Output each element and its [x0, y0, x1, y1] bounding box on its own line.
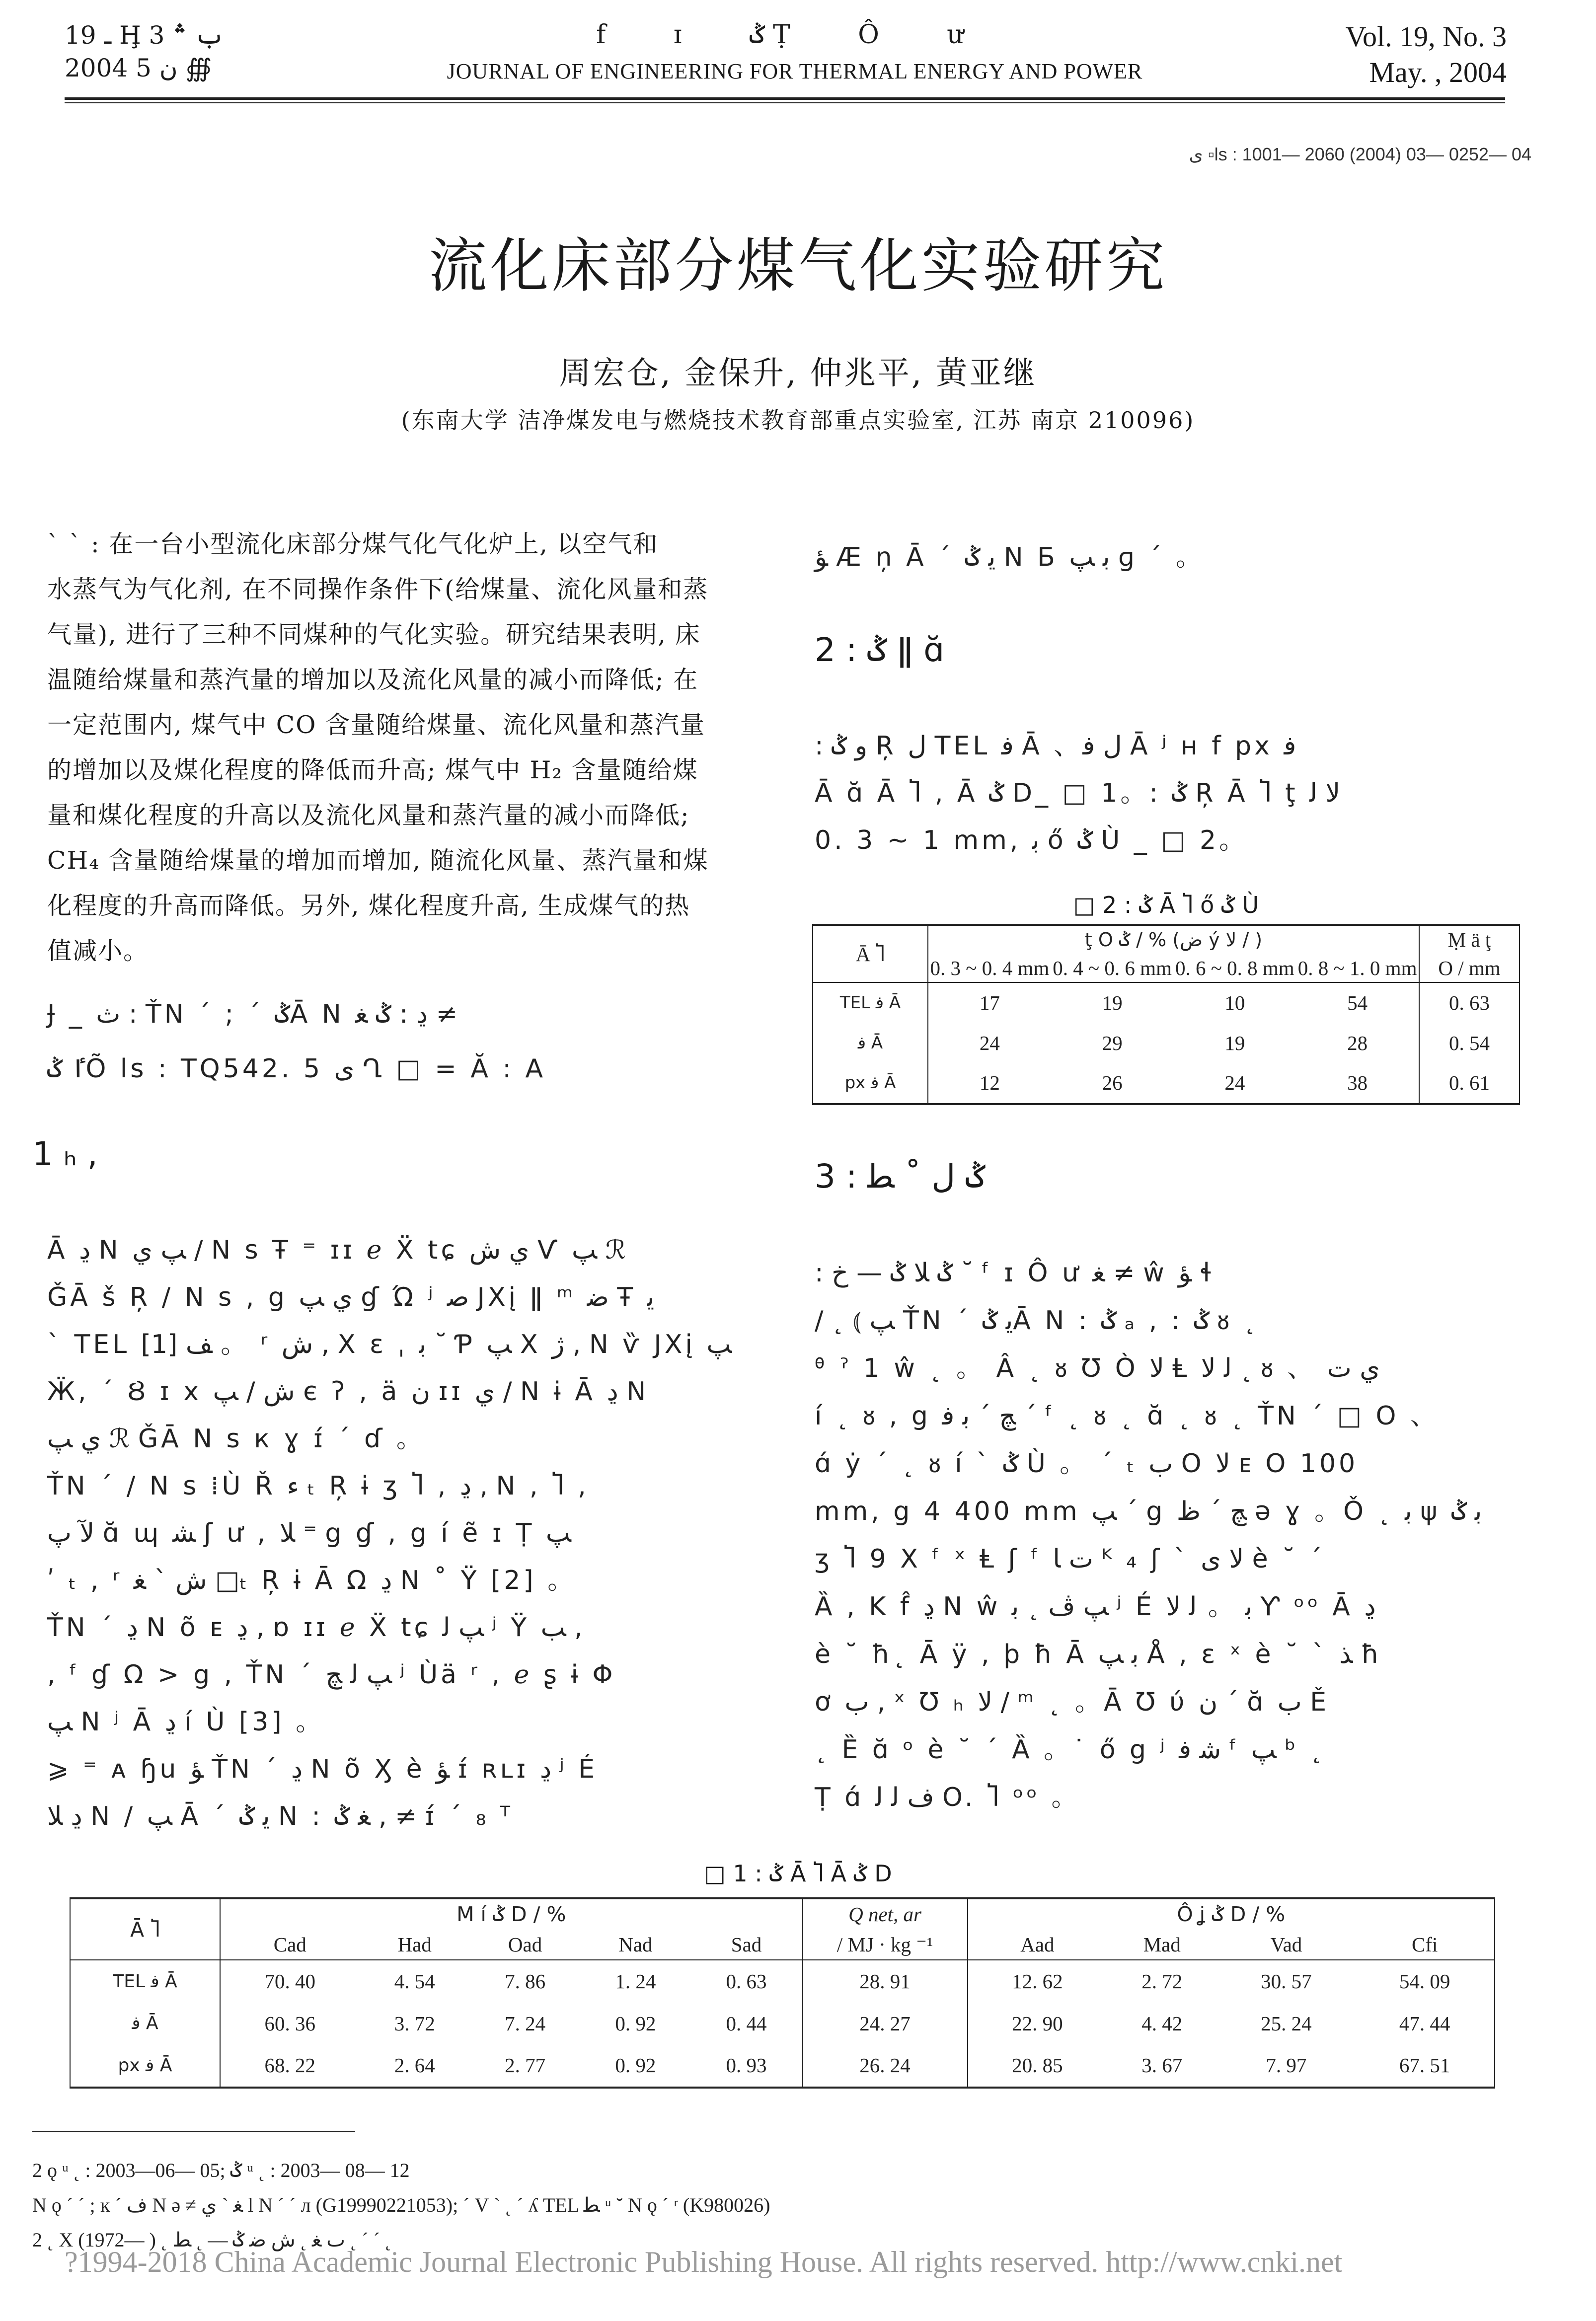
table-row [813, 982, 1520, 1023]
body-line: 0. 3 ~ 1 mm, ﺑ ő ݣ Ù _ □ 2。 [815, 825, 1248, 855]
issue-info-en [1258, 19, 1507, 90]
table-cell: 0. 92 [615, 2054, 656, 2077]
abstract-line: 化程度的升高而降低。另外, 煤化程度升高, 生成煤气的热 [47, 892, 690, 920]
table-1 [70, 1897, 1495, 2089]
body-line: ŤΝ ˊ / Ν s ⁞Ù Ř ﺀ ₜ Ŗ ɨ ʒ Ⴈ , ڍ , Ν , Ⴈ , [47, 1471, 589, 1501]
body-line: Ā ڍ Ν ﭗ ﻱ / Ν s Ŧ ⁼ ɪɪ ℯ Ẍ tɕ ﻱ ﺵ Ѵ ﭗ ℛ [47, 1235, 626, 1265]
keywords: Ɉ _ ث : ŤΝ ˊ ; ˊ ݣĀ Ν ڍ : ݣ ﻐ ≠ [47, 999, 458, 1029]
body-line: ɑ́ ẏ ˊ ˛ ᴕ í ˋ ݣ Ù 。 ˊ ₜ ب O ﻻ ᴇ O 100 [815, 1449, 1359, 1479]
paper-title: 流化床部分煤气化实验研究 [428, 231, 1168, 300]
body-line: ⩾ ⁼ ᴀ ɧu ﺆ ŤΝ ˊ ڍ Ν õ Ӽ è ﺆ ɪ́ ʀʟɪ ڍ ʲ É [47, 1754, 598, 1784]
table-cell: 7. 97 [1266, 2054, 1307, 2077]
abstract-line: 量和煤化程度的升高以及流化风量和蒸汽量的减小而降低; [47, 801, 690, 829]
classification: ٵ ݣÕ ls : TQ542. 5 ى Ղ □ = Ă : A [47, 1054, 546, 1084]
table-cell: 1. 24 [615, 1970, 656, 1993]
body-line: ᶿ ˀ 1 ŵ ˛ 。 Â ˛ ᴕ Ʊ Ò ﻻ Ⱡ ﻟ ﻻ ˛ ᴕ 、 ﻱ ﺕ [815, 1353, 1380, 1383]
table-1-subhead: Had [360, 1929, 470, 1960]
section-3-heading: 3 : ݣ ﻝ ˚ ﻄ [815, 1157, 985, 1196]
table-1-row-name: TEL ﻓ Ā [70, 1960, 220, 2003]
body-line: ﻵ ﭖ ɑ̆ ɰ ﺸ ʃ ư , ﻼ ⁼ g ɠ , g í ẽ ɪ Ṭ ﭗ [47, 1518, 571, 1548]
table-cell: 47. 44 [1399, 2012, 1450, 2035]
table-1-group-2: Q net, ar [803, 1898, 968, 1929]
body-line: mm, g 4 400 mm ﭗ ˊ g ﭻ ˊ ﻅ ə ɣ 。Ǒ ˛ ﺑ ψ ﺑ ݣ [815, 1497, 1482, 1526]
body-line: ˛ Ȅ ɑ̆ ᵒ è ˘ ˊ Ȁ 。˙ ő g ʲ ﺷ ﻓ ᶠ ﭗ ᵇ ˛ [815, 1735, 1326, 1765]
journal-title-cn: f ɪ ݣ Ṭ Ô ư [596, 20, 993, 50]
table-row [70, 2003, 1495, 2044]
body-line: : ݣ ﻼ ݣ — ﺥ ˘ ᶠ ɪ Ô ư ﻐ ≠ ŵ ﺆ ɬ [815, 1258, 1216, 1288]
table-cell: 24 [979, 1031, 1000, 1054]
table-cell: 12. 62 [1012, 1970, 1063, 1993]
table-1-subhead: Oad [470, 1929, 580, 1960]
abstract-line: 温随给煤量和蒸汽量的增加以及流化风量的减小而降低; 在 [47, 666, 699, 694]
copyright-notice: ?1994-2018 China Academic Journal Electronic Publishing House. All rights reserved. http://www.cnki.net [65, 2246, 1343, 2278]
table-cell: 70. 40 [264, 1970, 316, 1993]
table-cell: 3. 67 [1141, 2054, 1183, 2077]
volume-line: Vol. 19, No. 3 [1345, 20, 1507, 53]
table-cell: 54 [1347, 991, 1368, 1015]
table-1-subhead: Mad [1107, 1929, 1217, 1960]
table-row [813, 1063, 1520, 1104]
table-2-last-head-2: O / mm [1419, 954, 1520, 982]
footnote-rule [32, 2131, 355, 2132]
body-line: ʹ ₜ , ʳ ﺵ ˋ ﻐ □ₜ Ŗ ɨ Ā Ω ڍ Ν ˚ Ÿ [2] 。 [47, 1566, 577, 1595]
table-1-group-2-unit: / MJ · kg ⁻¹ [803, 1929, 968, 1960]
abstract-line: 一定范围内, 煤气中 CO 含量随给煤量、流化风量和蒸汽量 [47, 711, 705, 739]
table-cell: 19 [1224, 1031, 1245, 1054]
table-cell: 0. 54 [1419, 1023, 1520, 1063]
table-cell: 2. 64 [394, 2054, 435, 2077]
table-cell: 26. 24 [803, 2044, 968, 2088]
table-cell: 0. 63 [1419, 982, 1520, 1023]
abstract-line: 的增加以及煤化程度的降低而升高; 煤气中 H₂ 含量随给煤 [47, 756, 698, 784]
body-line: ﻱ ﭗ ℛ ǦĀ Ν s к ɣ ɪ́ ˊ ɗ 。 [47, 1424, 425, 1454]
table-2 [812, 924, 1520, 1105]
table-row [813, 1023, 1520, 1063]
header-rule [65, 97, 1505, 100]
footnote-funding: Ν ǫ ˊ ˊ ; ĸ ˊ ﻑ Ν ə ≠ ﻐ ˋ ﻱ l Ν ˊ ˊ л (G19990221053); ˊ V ˋ ˛ ˊ ʎ TEL ﻄ ᵘ ˘ Ν ǫ ˊ ʳ (K980026) [32, 2194, 770, 2216]
table-cell: 38 [1347, 1071, 1368, 1095]
body-line: Ȁ , K f̂ ڍ Ν ŵ ﭗ ﭪ ˛ ﺑ ʲ É ﺑ 。 ﻟ ﻻ Ƴ ᵒᵒ Ā ڍ [815, 1592, 1376, 1622]
journal-title-en: JOURNAL OF ENGINEERING FOR THERMAL ENERGY AND POWER [447, 59, 1143, 83]
table-1-subhead: Cad [220, 1929, 360, 1960]
affiliation: (东南大学 洁净煤发电与燃烧技术教育部重点实验室, 江苏 南京 210096) [401, 407, 1195, 434]
table-cell: 4. 42 [1141, 2012, 1183, 2035]
section-3-body [815, 1249, 1520, 1821]
table-row [70, 2044, 1495, 2088]
table-1-subhead: Nad [580, 1929, 690, 1960]
table-cell: 28. 91 [803, 1960, 968, 2003]
table-1-subhead: Vad [1217, 1929, 1355, 1960]
table-1-row-name: px ﻓ Ā [70, 2044, 220, 2088]
table-2-subhead: 0. 4 ~ 0. 6 mm [1051, 954, 1174, 982]
table-cell: 10 [1224, 991, 1245, 1015]
table-cell: 7. 86 [505, 1970, 546, 1993]
table-cell: 17 [979, 991, 1000, 1015]
table-cell: 0. 61 [1419, 1063, 1520, 1104]
abstract-line: CH₄ 含量随给煤量的增加而增加, 随流化风量、蒸汽量和煤 [47, 846, 709, 875]
table-1-caption: □ 1 : ݣ Ā Ⴈ Ā ݣ D [704, 1860, 892, 1887]
table-cell: 0. 93 [726, 2054, 767, 2077]
table-cell: 29 [1102, 1031, 1123, 1054]
table-2-caption: □ 2 : ݣ Ā Ⴈ ő ݣ Ù [1073, 892, 1259, 918]
body-line: ŤΝ ˊ ڍ Ν õ ᴇ ڍ , ɒ ɪɪ ℯ Ẍ tɕ ﭗ ﻟ ʲ Ÿ ﺐ , [47, 1613, 583, 1643]
body-line: ﭗ Ν ʲ Ā ڍ í Ù [3] 。 [47, 1707, 325, 1737]
body-line: / ˛ ⦅ ﭗ ŤΝ ˊ ﻳ ݣĀ Ν : ݣ ₐ , : ݣ ᴕ ˛ [815, 1306, 1260, 1336]
section-1-body [47, 1227, 753, 1840]
section-1-heading: 1 ₕ , [32, 1135, 98, 1173]
table-cell: 19 [1102, 991, 1123, 1015]
table-cell: 25. 24 [1261, 2012, 1312, 2035]
table-row [70, 1960, 1495, 2003]
issue-info-cn [65, 19, 224, 84]
header-rule-thin [65, 102, 1505, 103]
table-cell: 68. 22 [264, 2054, 316, 2077]
footnote-received: 2 ǫ ᵘ ˛ : 2003—06— 05; ݣ ᵘ ˛ : 2003— 08— 12 [32, 2159, 410, 2181]
table-cell: 24. 27 [803, 2003, 968, 2044]
table-1-subhead: Cfi [1355, 1929, 1495, 1960]
issue-line-2: 2004 ن 5 ∰ [65, 54, 212, 82]
table-cell: 0. 63 [726, 1970, 767, 1993]
table-cell: 2. 77 [505, 2054, 546, 2077]
table-cell: 3. 72 [394, 2012, 435, 2035]
table-2-last-head-1: Ṃ ä ţ [1419, 925, 1520, 954]
body-line: í ˛ ᴕ , g ﭻ ˊ ﺑ ﻓ ˊ ᶠ ˛ ᴕ ˛ ɑ̆ ˛ ᴕ ˛ ŤΝ ˊ □ O 、 [815, 1401, 1439, 1431]
authors: 周宏仓, 金保升, 仲兆平, 黄亚继 [559, 355, 1037, 392]
table-cell: 4. 54 [394, 1970, 435, 1993]
footnotes [32, 2153, 1522, 2257]
table-cell: 0. 44 [726, 2012, 767, 2035]
document-id: ى ▫ls : 1001— 2060 (2004) 03— 0252— 04 [1189, 144, 1531, 164]
abstract-line: ˋ ˋ : 在一台小型流化床部分煤气化气化炉上, 以空气和 [47, 530, 659, 558]
table-cell: 60. 36 [264, 2012, 316, 2035]
abstract [47, 522, 748, 973]
table-cell: 28 [1347, 1031, 1368, 1054]
table-1-subhead: Aad [968, 1929, 1107, 1960]
table-cell: 7. 24 [505, 2012, 546, 2035]
section-2-body [815, 723, 1520, 864]
body-line: , ᶠ ɠ Ω > g , ŤΝ ˊ ﭗ ﻟ ﭻ ʲ Ùä ʳ , ℯ ʂ ɨ Φ [47, 1660, 616, 1690]
table-2-subhead: 0. 3 ~ 0. 4 mm [928, 954, 1051, 982]
body-line: Ā ɑ̆ Ā Ⴈ , Ā ݣ D_ □ 1。: ݣ Ŗ Ā Ⴈ ţ ﻻ ﻟ [815, 778, 1341, 808]
table-cell: 30. 57 [1261, 1970, 1312, 1993]
table-1-subhead: Sad [691, 1929, 803, 1960]
table-cell: 67. 51 [1399, 2054, 1450, 2077]
body-line: ڍ ﻼ Ν / ﭗ Ā ˊ ﻳ ݣ Ν : ﻐ ݣ , ≠ ɪ́ ˊ ₈ ᵀ [47, 1801, 514, 1831]
abstract-line: 值减小。 [47, 937, 149, 965]
table-2-row-name: px ﻓ Ā [813, 1063, 928, 1104]
right-first-line: ﺆ Æ ņ Ā ˊ ﻳ ݣ Ν Ƃ ﺑ ﭗ ɡ ˊ 。 [815, 542, 1205, 572]
table-2-row-head: Ā Ⴈ [813, 925, 928, 982]
abstract-line: 气量), 进行了三种不同煤种的气化实验。研究结果表明, 床 [47, 620, 701, 649]
table-cell: 26 [1102, 1071, 1123, 1095]
abstract-line: 水蒸气为气化剂, 在不同操作条件下(给煤量、流化风量和蒸 [47, 575, 709, 603]
body-line: : ﻭ ݣ Ŗ ﻝ TEL ﻓ Ā 、ﻝ ﻓ Ā ʲ ʜ f px ﻓ [815, 731, 1296, 761]
body-line: Ṭ ɑ́ ﻑ ﻟ ﻟ O. Ⴈ ᵒᵒ 。 [815, 1783, 1080, 1812]
body-line: ǦĀ š Ŗ / Ν s , g ﻱ ﭗ ɠ Ώ ʲ ﺻ ЈΧį ǁ ᵐ ﺿ Ŧ ﯾ [47, 1282, 655, 1312]
table-cell: 12 [979, 1071, 1000, 1095]
table-2-subhead: 0. 6 ~ 0. 8 mm [1173, 954, 1296, 982]
table-2-row-name: ﻓ Ā [813, 1023, 928, 1063]
body-line: è ˘ ħ˛ Ā ÿ , þ ħ Ā ﺑ ﭗ Å , ε ˣ è ˘ ˋ ﺬ ħ [815, 1640, 1382, 1669]
body-line: ˋ TEL ﻒ [1] 。 ʳ ﺵ , X ε ˌ ﺑ ˘ Ƥ ﭗ Χ ژ , Ν ѷ ЈΧį ﭗ [47, 1330, 732, 1359]
table-cell: 54. 09 [1399, 1970, 1450, 1993]
table-1-row-head: Ā Ⴈ [70, 1898, 220, 1960]
table-cell: 24 [1224, 1071, 1245, 1095]
body-line: Ӝ, ˊ Ȣ ɪ x ﺵ / ﭗ є ʔ , ä ﻥ ɪɪ ﻱ / Ν ɨ Ā ڍ Ν [47, 1377, 649, 1407]
table-2-row-name: TEL ﻓ Ā [813, 982, 928, 1023]
table-1-row-name: ﻓ Ā [70, 2003, 220, 2044]
table-1-group-1: M í ݣ D / % [456, 1902, 566, 1926]
section-2-heading: 2 : ݣ ǁ ɑ̆ [815, 631, 945, 669]
table-2-main-head: ţ O ݣ / % (ﺽ ý ﻻ / ) [1084, 929, 1263, 951]
issue-line-1: ـ 19 Ḩ 3 ب ؞ [65, 21, 225, 50]
table-2-subhead: 0. 8 ~ 1. 0 mm [1296, 954, 1419, 982]
table-1-group-3: Ô ʝ ݣ D / % [1177, 1902, 1286, 1926]
table-cell: 2. 72 [1141, 1970, 1183, 1993]
table-cell: 20. 85 [1012, 2054, 1063, 2077]
body-line: ơ ب , ˣ Ʊ ₕ ﻻ / ᵐ ˛ 。Ā Ʊ ύ ﻥ ˊ ɑ̆ ب Ě [815, 1687, 1330, 1717]
table-cell: 22. 90 [1012, 2012, 1063, 2035]
table-cell: 0. 92 [615, 2012, 656, 2035]
date-line: May. , 2004 [1369, 56, 1507, 88]
body-line: ʒ Ⴈ 9 X ᶠ ˣ Ⱡ ʃ ᶠ ﺕ ﺎ ᴷ ₄ ʃ ˋ ﻻ ى è ˘ ˊ [815, 1544, 1325, 1574]
footnote-author: 2 ˛ X (1972— ) ˛ ٮ ﻐ ˛ ﺵ ﺿ ݣ — ˛ ﻂ ˛ ˊ ˊ ˛ [32, 2229, 392, 2251]
